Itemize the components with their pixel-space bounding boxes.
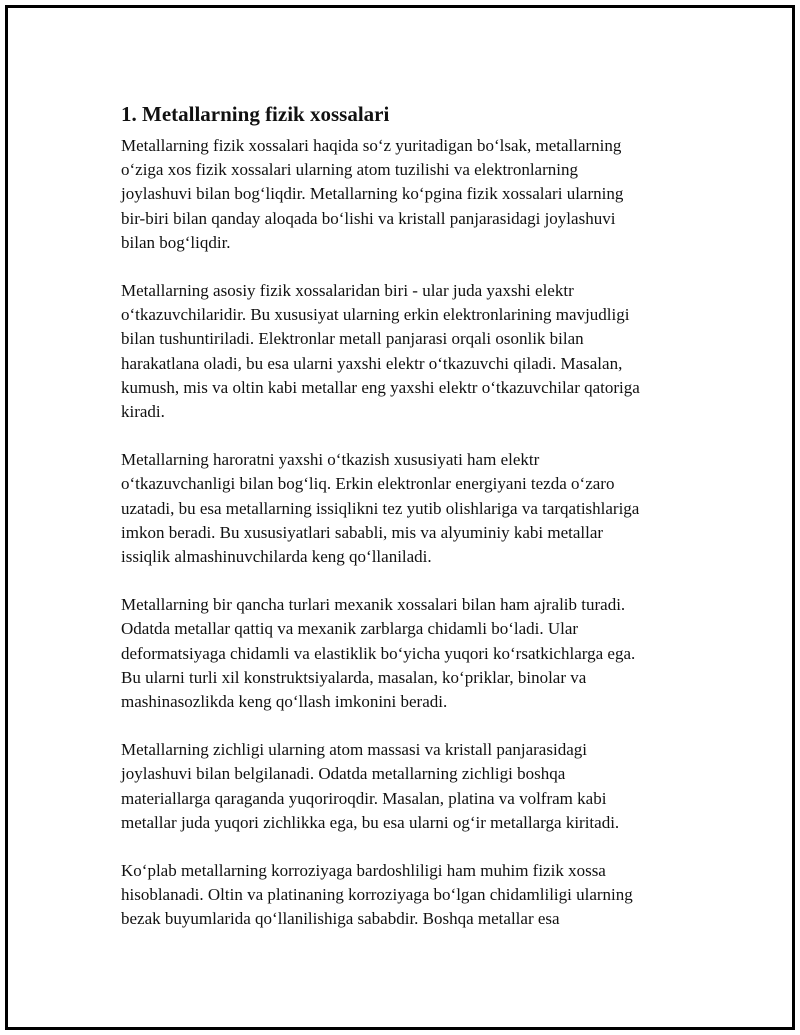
text-line: Metallarning fizik xossalari haqida so‘z yuritadigan bo‘lsak, metallarning	[121, 136, 622, 155]
text-line: joylashuvi bilan belgilanadi. Odatda metallarning zichligi boshqa	[121, 764, 566, 784]
paragraph-6	[121, 859, 691, 932]
text-line: deformatsiyaga chidamli va elastiklik bo‘yicha yuqori ko‘rsatkichlarga ega.	[121, 643, 636, 663]
text-line: materiallarga qaraganda yuqoriroqdir. Masalan, platina va volfram kabi	[121, 788, 607, 808]
text-line: joylashuvi bilan bog‘liqdir. Metallarning ko‘pgina fizik xossalari ularning	[121, 184, 624, 204]
text-line: Metallarning bir qancha turlari mexanik xossalari bilan ham ajralib turadi.	[121, 595, 626, 615]
paragraph-5	[121, 738, 691, 835]
text-line: kumush, mis va oltin kabi metallar eng yaxshi elektr o‘tkazuvchilar qatoriga	[121, 377, 640, 397]
text-line: bilan tushuntiriladi. Elektronlar metall panjarasi orqali osonlik bilan	[121, 329, 584, 349]
text-line: Bu ularni turli xil konstruktsiyalarda, masalan, ko‘priklar, binolar va	[121, 667, 587, 687]
text-line: bezak buyumlarida qo‘llanilishiga sababdir. Boshqa metallar esa	[121, 909, 560, 929]
text-line: Ko‘plab metallarning korroziyaga bardoshliligi ham muhim fizik xossa	[121, 861, 606, 881]
text-line: imkon beradi. Bu xususiyatlari sababli, mis va alyuminiy kabi metallar	[121, 522, 604, 542]
text-line: Metallarning asosiy fizik xossalaridan biri - ular juda yaxshi elektr	[121, 281, 574, 301]
page-frame	[5, 5, 795, 1030]
text-line: metallar juda yuqori zichlikka ega, bu esa ularni og‘ir metallarga kiritadi.	[121, 812, 620, 832]
paragraph-2	[121, 279, 691, 424]
text-line: mashinasozlikda keng qo‘llash imkonini beradi.	[121, 692, 448, 712]
text-line: Metallarning zichligi ularning atom massasi va kristall panjarasidagi	[121, 740, 587, 760]
text-line: Odatda metallar qattiq va mexanik zarblarga chidamli bo‘ladi. Ular	[121, 619, 579, 639]
paragraph-4	[121, 593, 691, 714]
text-line: bir-biri bilan qanday aloqada bo‘lishi va kristall panjarasidagi joylashuvi	[121, 208, 616, 228]
text-line: bilan bog‘liqdir.	[121, 232, 231, 252]
paragraph-3	[121, 448, 691, 569]
text-line: issiqlik almashinuvchilarda keng qo‘llaniladi.	[121, 547, 432, 567]
text-line: o‘ziga xos fizik xossalari ularning atom tuzilishi va elektronlarning	[121, 160, 578, 180]
text-line: uzatadi, bu esa metallarning issiqlikni tez yutib olishlariga va tarqatishlariga	[121, 498, 640, 518]
text-line: o‘tkazuvchilaridir. Bu xususiyat ularning erkin elektronlarining mavjudligi	[121, 305, 630, 325]
text-line: kiradi.	[121, 402, 165, 422]
text-line: hisoblanadi. Oltin va platinaning korroziyaga bo‘lgan chidamliligi ularning	[121, 885, 633, 905]
text-line: Metallarning haroratni yaxshi o‘tkazish xususiyati ham elektr	[121, 450, 540, 470]
paragraph-1	[121, 134, 691, 255]
section-heading: 1. Metallarning fizik xossalari	[121, 102, 390, 126]
document-body	[121, 100, 691, 956]
text-line: harakatlana oladi, bu esa ularni yaxshi elektr o‘tkazuvchi qiladi. Masalan,	[121, 353, 623, 373]
text-line: o‘tkazuvchanligi bilan bog‘liq. Erkin elektronlar energiyani tezda o‘zaro	[121, 474, 615, 494]
